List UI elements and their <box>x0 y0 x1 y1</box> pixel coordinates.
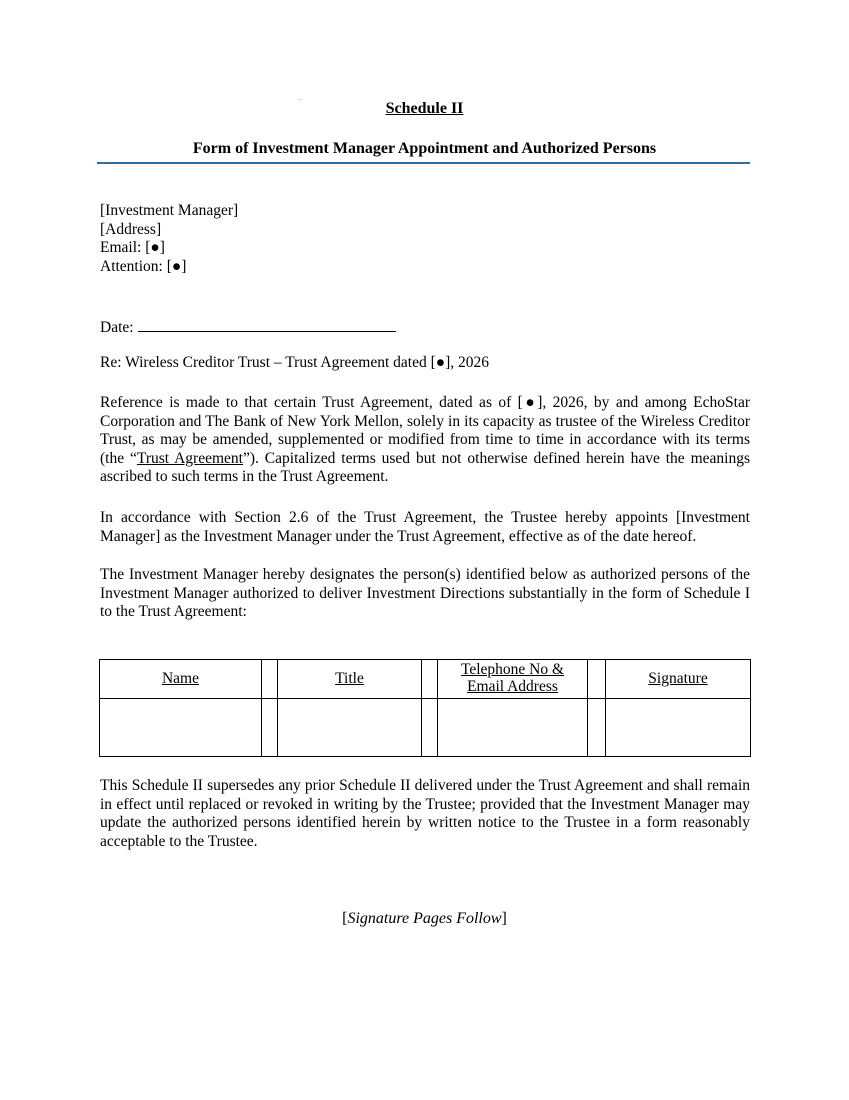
title-rule <box>97 162 750 164</box>
email-line: Email: [●] <box>100 239 165 256</box>
header-spacer <box>422 660 438 699</box>
re-line: Re: Wireless Creditor Trust – Trust Agreement dated [●], 2026 <box>100 354 490 371</box>
trust-agreement-defined-term: Trust Agreement <box>136 449 243 467</box>
date-line <box>100 317 396 338</box>
header-phone-email <box>438 660 588 699</box>
spacer-cell <box>588 699 606 757</box>
address-line: [Address] <box>100 220 162 238</box>
schedule-title: Schedule II <box>385 100 464 117</box>
address-block <box>100 202 500 276</box>
signature-cell[interactable] <box>606 699 751 757</box>
header-signature: Signature <box>606 660 751 699</box>
form-title: Form of Investment Manager Appointment and Authorized Persons <box>192 140 657 157</box>
spacer-cell <box>262 699 278 757</box>
reference-text-after: ”). Capitalized terms used but not otherwise defined herein have the meanings ascribed to such terms in the Trust Agreement. <box>100 449 750 485</box>
header-spacer <box>262 660 278 699</box>
manager-line: [Investment Manager] <box>100 202 239 219</box>
attention-line: Attention: [●] <box>100 257 187 275</box>
reference-text-before: Reference is made to that certain Trust Agreement, dated as of [●], 2026, by and among EchoStar Corporation and The Bank of New York Mellon, solely in its capacity as trustee of the Wireless Creditor Trust, as may be amended, supplemented or modified from time to time in accordance with its terms (the “ <box>100 394 750 467</box>
designation-paragraph: The Investment Manager hereby designates the person(s) identified below as authorized persons of the Investment Manager authorized to deliver Investment Directions substantially in the form of Schedule I to the Trust Agreement: <box>100 566 750 620</box>
phone-email-cell[interactable] <box>438 699 588 757</box>
title-cell[interactable] <box>278 699 422 757</box>
table-row <box>100 699 751 757</box>
spacer-cell <box>422 699 438 757</box>
header-name: Name <box>100 660 262 699</box>
header-phone-line2: Email Address <box>467 678 558 696</box>
header-phone-line1: Telephone No & <box>460 661 565 679</box>
table-header-row <box>100 660 751 699</box>
supersede-paragraph: This Schedule II supersedes any prior Schedule II delivered under the Trust Agreement and shall remain in effect until replaced or revoked in writing by the Trustee; provided that the Investment Manager may update the authorized persons identified herein by written notice to the Trustee in a form reasonably acceptable to the Trustee. <box>100 777 750 850</box>
name-cell[interactable] <box>100 699 262 757</box>
date-label: Date: <box>100 319 134 336</box>
header-title: Title <box>278 660 422 699</box>
date-blank <box>138 317 396 332</box>
appointment-paragraph: In accordance with Section 2.6 of the Trust Agreement, the Trustee hereby appoints [Investment Manager] as the Investment Manager under the Trust Agreement, effective as of the date hereof. <box>100 509 750 545</box>
header-spacer <box>588 660 606 699</box>
reference-paragraph <box>100 394 750 487</box>
signature-pages-follow: [Signature Pages Follow] <box>342 910 507 927</box>
authorized-persons-table <box>99 659 751 757</box>
